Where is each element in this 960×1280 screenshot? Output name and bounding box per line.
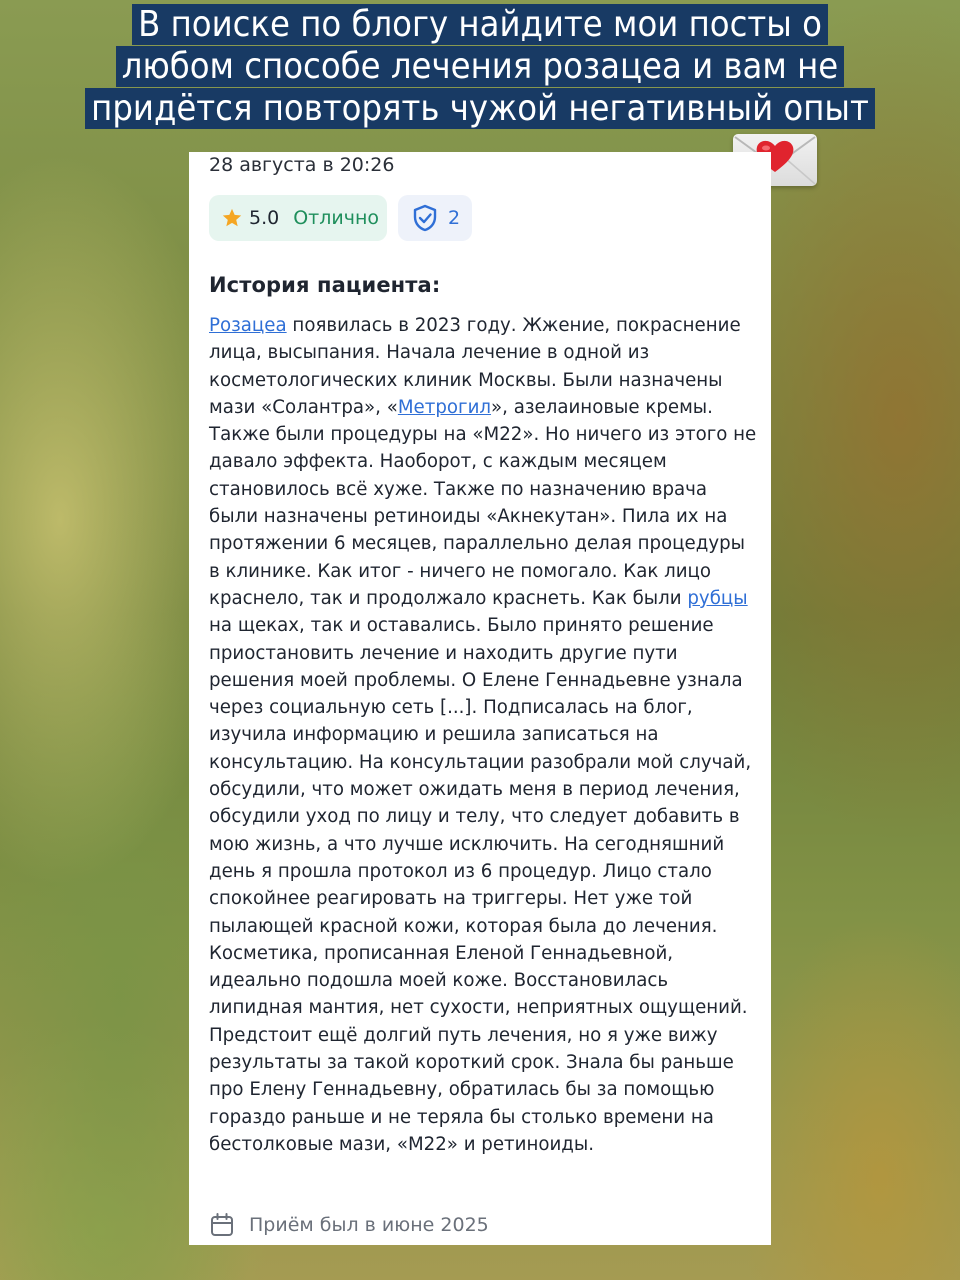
- visit-text: Приём был в июне 2025: [249, 1214, 489, 1236]
- star-icon: [221, 207, 243, 229]
- rating-label: Отлично: [293, 207, 380, 229]
- link-metrogil[interactable]: Метрогил: [397, 396, 492, 418]
- story-text-1: появилась в 2023 году. Жжение, покраснение лица, высыпания. Начала лечение в одной из косметологических клиник Москвы. Были назначены мази «Солантра», «: [209, 315, 741, 418]
- headline: [0, 4, 960, 130]
- story-body: [209, 312, 761, 1158]
- review-card: [189, 152, 771, 1245]
- verified-count: 2: [448, 207, 461, 229]
- shield-check-icon: [410, 203, 440, 233]
- verified-badge[interactable]: [398, 195, 472, 241]
- headline-line-1: В поиске по блогу найдите мои посты о: [132, 4, 828, 45]
- visit-info: [209, 1212, 489, 1238]
- story-title: История пациента:: [209, 273, 441, 297]
- rating-value: 5.0: [249, 207, 280, 229]
- headline-line-3: придётся повторять чужой негативный опыт: [85, 88, 875, 129]
- story-text-2: », азелаиновые кремы. Также были процедуры на «М22». Но ничего из этого не давало эффекта. Наоборот, с каждым месяцем становилось всё хуже. Также по назначению врача были назначены ретиноиды «Акнекутан». Пила их на протяжении 6 месяцев, параллельно делая процедуры в клинике. Как итог - ничего не помогало. Как лицо краснело, так и продолжало краснеть. Как были: [209, 396, 757, 609]
- story-text-3: на щеках, так и оставались. Было принято решение приостановить лечение и находить другие пути решения моей проблемы. О Елене Геннадьевне узнала через социальную сеть [...]. Подписалась на блог, изучила информацию и решила записаться на консультацию. На консультации разобрали мой случай, обсудили, что может ожидать меня в период лечения, обсудили уход по лицу и телу, что следует добавить в мою жизнь, а что лучше исключить. На сегодняшний день я прошла протокол из 6 процедур. Лицо стало спокойнее реагировать на триггеры. Нет уже той пылающей красной кожи, которая была до лечения. Косметика, прописанная Еленой Геннадьевной, идеально подошла моей коже. Восстановилась липидная мантия, нет сухости, неприятных ощущений. Предстоит ещё долгий путь лечения, но я уже вижу результаты за такой короткий срок. Знала бы раньше про Елену Геннадьевну, обратилась бы за помощью гораздо раньше и не теряла бы столько времени на бестолковые мази, «М22» и ретиноиды.: [209, 615, 752, 1155]
- link-rosacea[interactable]: Розацеа: [209, 315, 287, 336]
- calendar-icon: [209, 1212, 235, 1238]
- rating-badge[interactable]: [209, 195, 387, 241]
- review-date: 28 августа в 20:26: [209, 154, 395, 176]
- headline-line-2: любом способе лечения розацеа и вам не: [116, 46, 844, 87]
- link-scars[interactable]: рубцы: [687, 587, 748, 609]
